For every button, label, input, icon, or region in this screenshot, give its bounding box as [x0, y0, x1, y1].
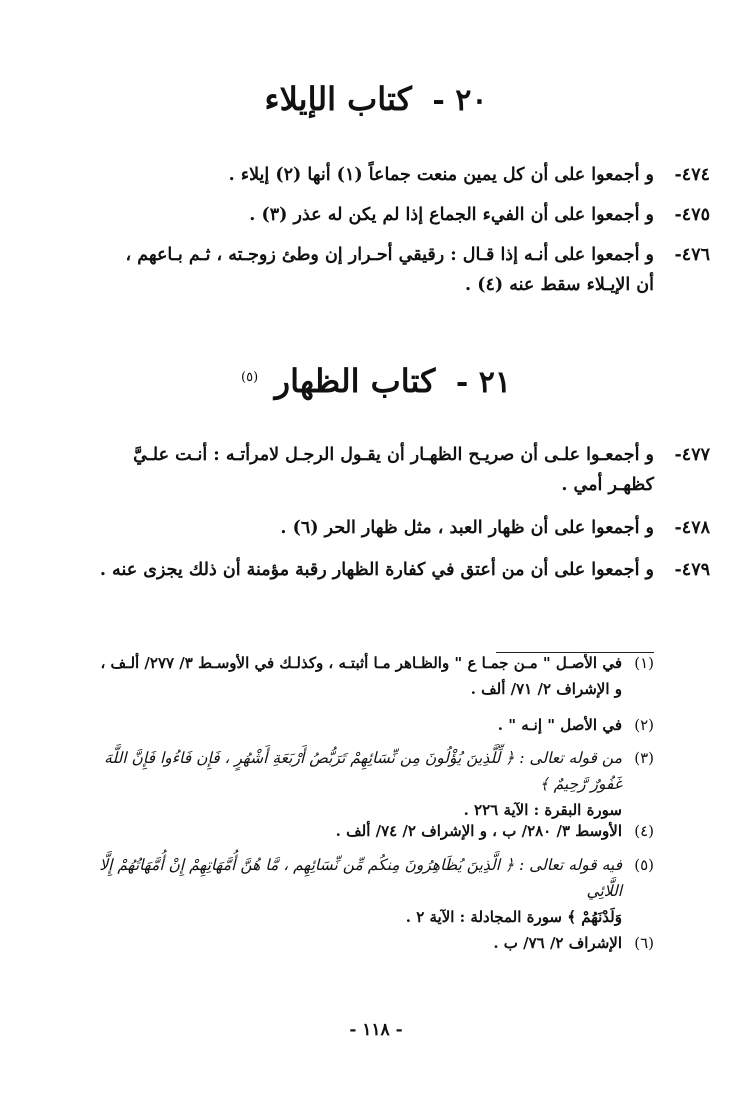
section-title: كتاب الإيلاء [264, 80, 412, 118]
page-number: - ١١٨ - [349, 1020, 403, 1040]
footnote-text: في الأصـل " مـن جمـا ع " والظـاهر مـا أثبتـه ، وكذلـك في الأوسـط ٣/ ٢٧٧/ ألـف ، [100, 654, 622, 672]
list-item [90, 160, 710, 190]
footnote-number: (٦) [634, 934, 654, 952]
item-number: ٤٧٩- [674, 560, 710, 580]
item-text: و أجمعـوا علـى أن صريـح الظهـار أن يقـول الرجـل لامرأتـه : أنـت علـيَّ [133, 445, 654, 465]
item-text: و أجمعوا على أن ظهار العبد ، مثل ظهار الحر (٦) . [280, 518, 654, 538]
footnote-reference: (٥) [241, 370, 259, 385]
footnote-number: (٣) [634, 749, 654, 767]
footnote [90, 650, 654, 702]
item-number: ٤٧٥- [674, 205, 710, 225]
footnote [90, 930, 654, 956]
list-item [90, 555, 710, 585]
footnote-number: (٢) [634, 716, 654, 734]
section-number: ٢١ - [455, 365, 511, 400]
footnote-text: فيه قوله تعالى : ﴿ الَّذِينَ يُظَاهِرُونَ مِنكُم مِّن نِّسَائِهِم ، مَّا هُنَّ أُمَّهَاتِهِمْ إِنْ أُمَّهَاتُهُمْ إِلَّا اللَّائِي [99, 856, 622, 900]
footnote-number: (٥) [634, 856, 654, 874]
footnote [90, 818, 654, 844]
list-item [90, 513, 710, 543]
item-number: ٤٧٦- [674, 245, 710, 265]
item-text: و أجمعوا على أن من أعتق في كفارة الظهار رقبة مؤمنة أن ذلك يجزى عنه . [99, 560, 654, 580]
footnote-text-continuation: وَلَدْنَهُمْ ﴾ سورة المجادلة : الآية ٢ . [405, 908, 622, 926]
footnote [90, 852, 654, 930]
list-item [90, 440, 710, 500]
list-item [90, 200, 710, 230]
item-text-continuation: كظهـر أمي . [561, 475, 654, 495]
footnote-text: الأوسط ٣/ ٢٨٠/ ب ، و الإشراف ٢/ ٧٤/ ألف . [335, 822, 622, 840]
footnote-number: (٤) [634, 822, 654, 840]
section-title: كتاب الظهار [274, 362, 436, 400]
footnote [90, 745, 654, 823]
item-number: ٤٧٧- [674, 445, 710, 465]
section-number: ٢٠ - [432, 83, 488, 118]
footnote-text: في الأصل " إنـه " . [497, 716, 622, 734]
item-text: و أجمعوا على أن كل يمين منعت جماعاً (١) أنها (٢) إيلاء . [228, 165, 654, 185]
section-heading-zihar [0, 362, 752, 400]
footnote [90, 712, 654, 738]
footnote-number: (١) [634, 654, 654, 672]
footnote-text-continuation: سورة البقرة : الآية ٢٢٦ . [463, 801, 622, 819]
footnote-text: من قوله تعالى : ﴿ لِّلَّذِينَ يُؤْلُونَ مِن نِّسَائِهِمْ تَرَبُّصُ أَرْبَعَةِ أَشْهُرٍ ، فَإِن فَاءُوا فَإِنَّ اللَّهَ غَفُورٌ رَّحِيمٌ ﴾ [104, 749, 622, 793]
item-text: و أجمعوا على أنـه إذا قـال : رقيقي أحـرار إن وطئ زوجـته ، ثـم بـاعهم ، [125, 245, 654, 265]
list-item [90, 240, 710, 300]
item-number: ٤٧٨- [674, 518, 710, 538]
footnote-text-continuation: و الإشراف ٢/ ٧١/ ألف . [470, 680, 622, 698]
footnote-text: الإشراف ٢/ ٧٦/ ب . [493, 934, 622, 952]
item-text-continuation: أن الإيـلاء سقط عنه (٤) . [465, 275, 654, 295]
item-number: ٤٧٤- [674, 165, 710, 185]
item-text: و أجمعوا على أن الفيء الجماع إذا لم يكن له عذر (٣) . [249, 205, 654, 225]
section-heading-ila [0, 80, 752, 118]
